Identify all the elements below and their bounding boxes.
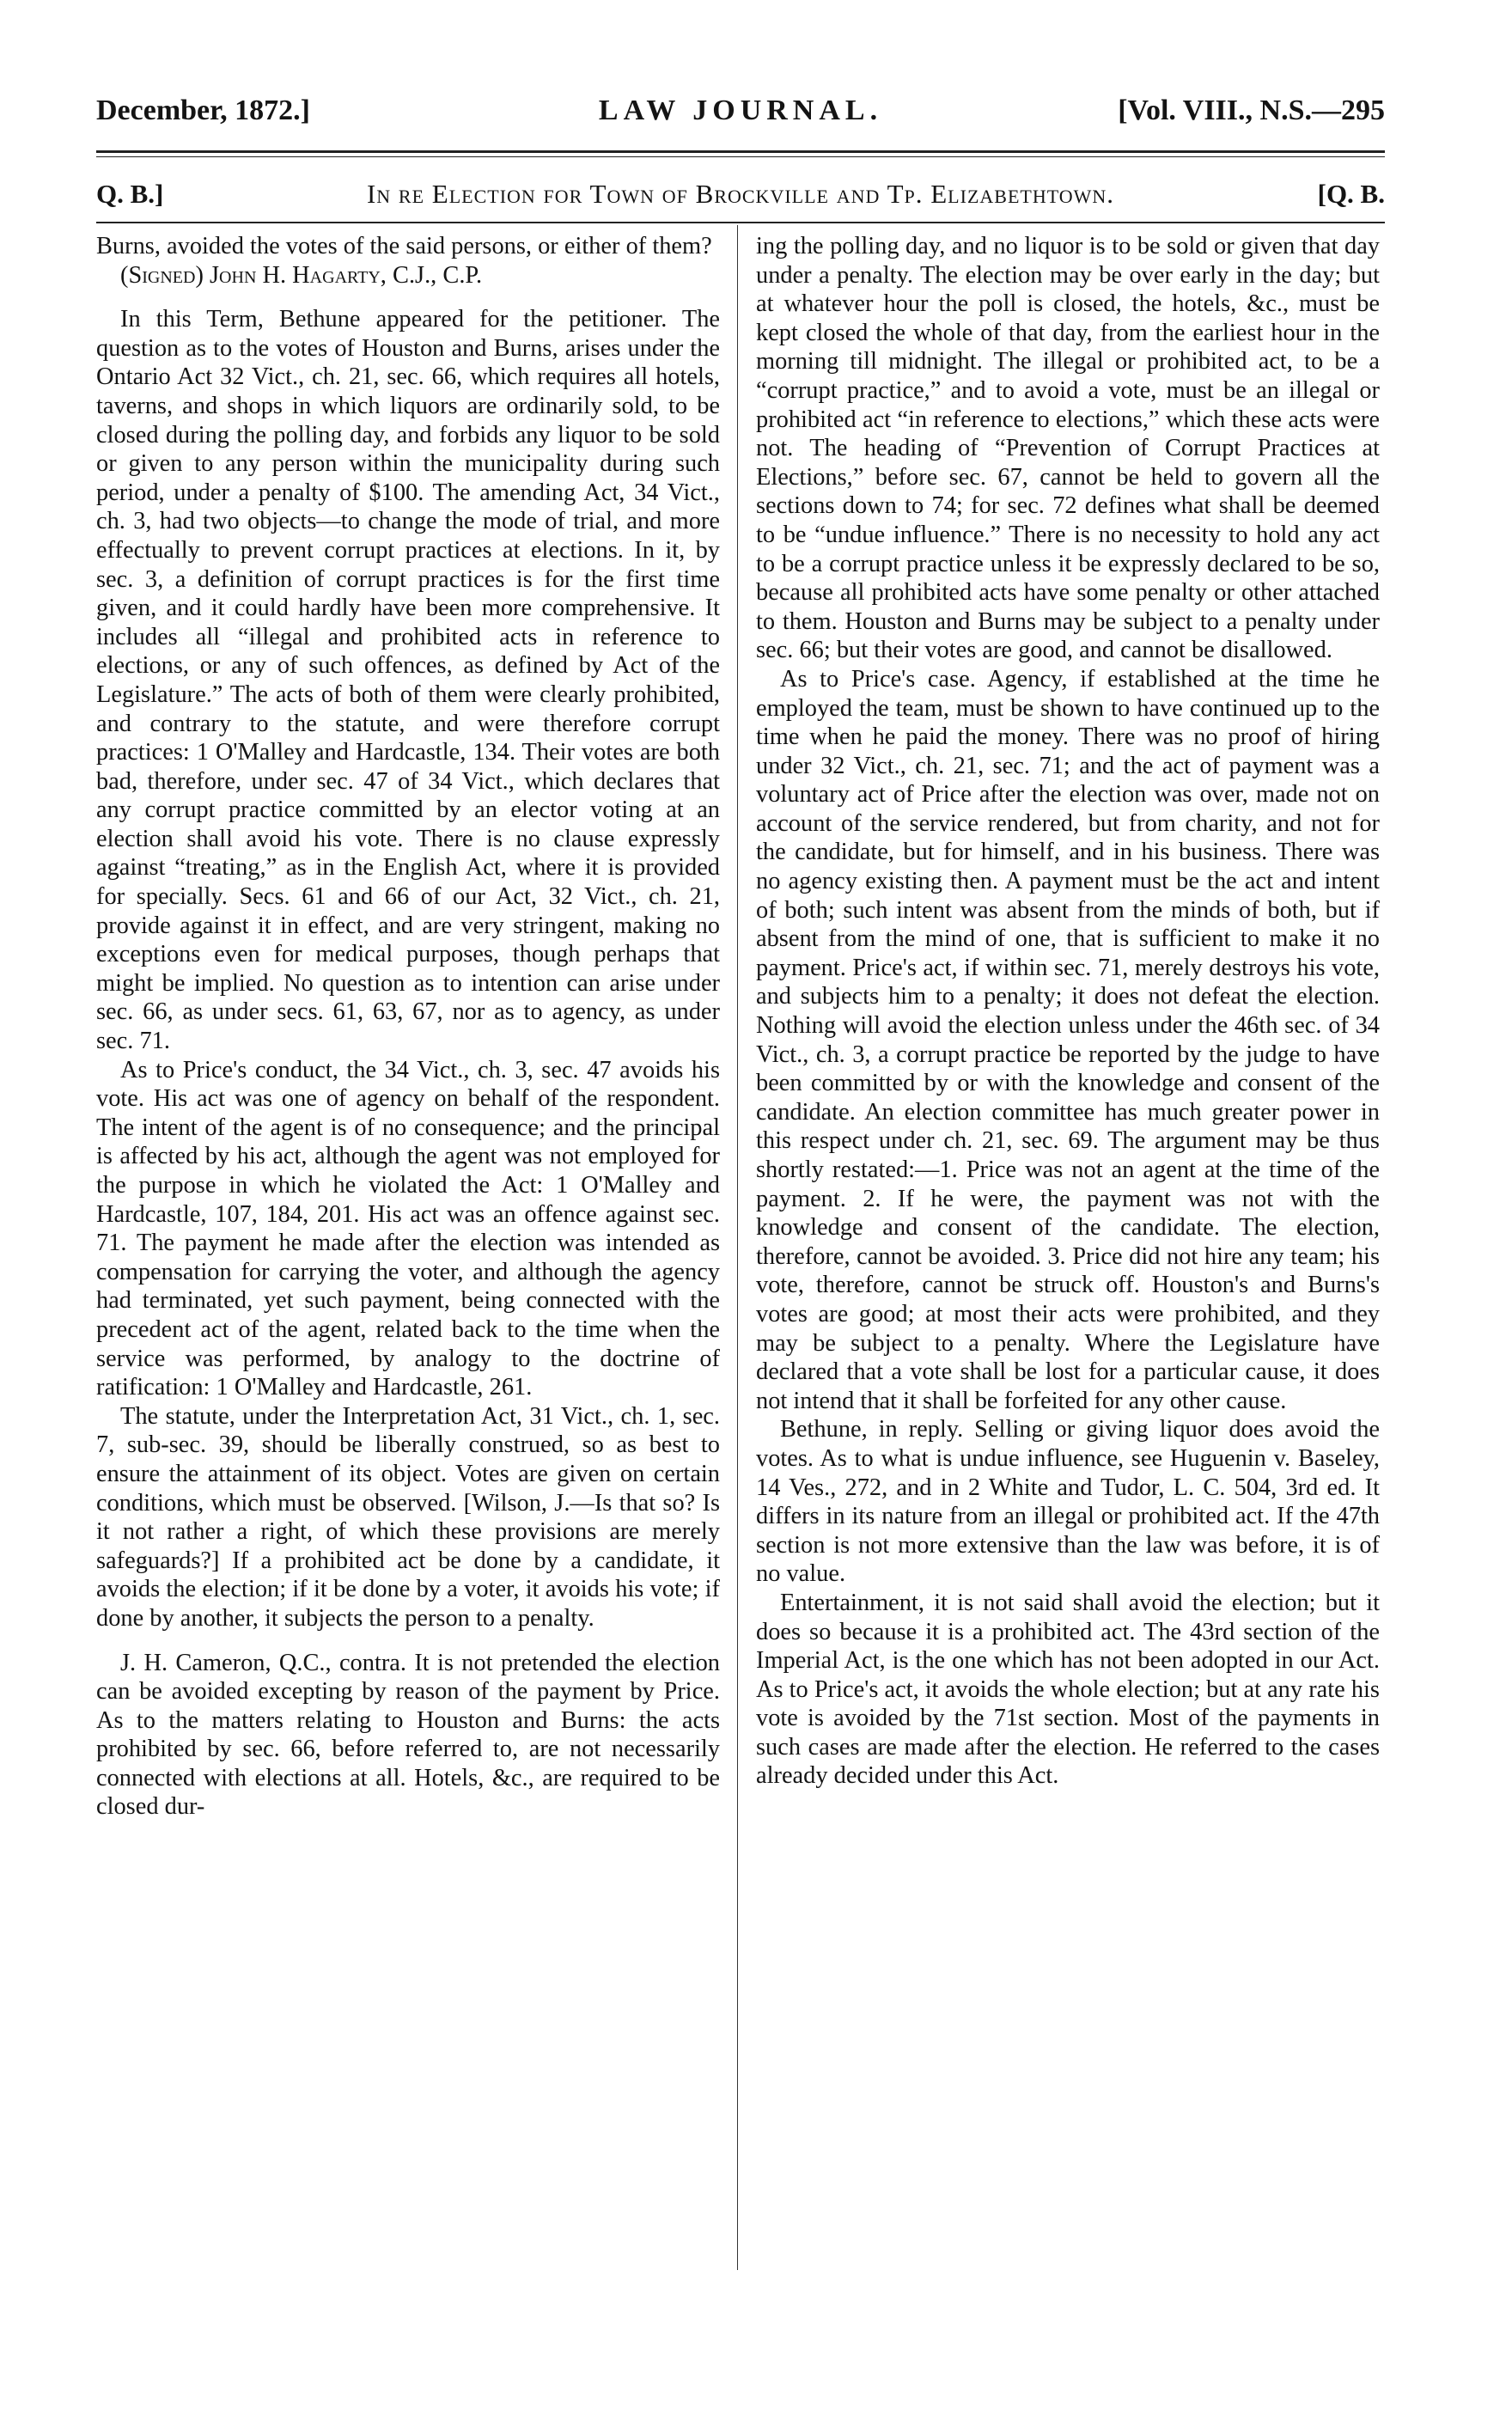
- column-divider: [737, 225, 738, 2270]
- paragraph: In this Term, Bethune appeared for the petitioner. The question as to the votes of Houston and Burns, arises under the Ontario Act 32 Vict., ch. 21, sec. 66, which requires all hotels, taverns, and shops in which liquors are ordinarily sold, to be closed during the polling day, and forbids any liquor to be sold or given to any person within the municipality during such period, under a penalty of $100. The amending Act, 34 Vict., ch. 3, had two objects—to change the mode of trial, and more effectually to prevent corrupt practices at elections. In it, by sec. 3, a definition of corrupt practices is for the first time given, and it could hardly have been more comprehensive. It includes all “illegal and prohibited acts in reference to elections, or any of such offences, as defined by Act of the Legislature.” The acts of both of them were clearly prohibited, and contrary to the statute, and were therefore corrupt practices: 1 O'Malley and Hardcastle, 134. Their votes are both bad, therefore, under sec. 47 of 34 Vict., which declares that any corrupt practice committed by an elector voting at an election shall avoid his vote. There is no clause expressly against “treating,” as in the English Act, where it is provided for specially. Secs. 61 and 66 of our Act, 32 Vict., ch. 21, provide against it in effect, and are very stringent, making no exceptions even for medical purposes, though perhaps that might be implied. No question as to intention can arise under sec. 66, as under secs. 61, 63, 67, nor as to agency, as under sec. 71.: [96, 306, 720, 1055]
- left-column: [96, 232, 720, 1822]
- header-journal-title: LAW JOURNAL.: [598, 95, 883, 126]
- case-title: In re Election for Town of Brockville and Tp. Elizabethtown.: [366, 179, 1115, 209]
- paragraph: Entertainment, it is not said shall avoid the election; but it does so because it is a prohibited act. The 43rd section of the Imperial Act, is the one which has not been adopted in our Act. As to Price's act, it avoids the whole election; but at any rate his vote is avoided by the 71st section. Most of the payments in such cases are made after the election. He referred to the cases already decided under this Act.: [756, 1589, 1380, 1790]
- running-header: [96, 95, 1385, 137]
- signature-line: (Signed) John H. Hagarty, C.J., C.P.: [120, 261, 483, 289]
- paragraph: ing the polling day, and no liquor is to be sold or given that day under a penalty. The election may be over early in the day; but at whatever hour the poll is closed, the hotels, &c., must be kept closed the whole of that day, from the earliest hour in the morning till midnight. The illegal or prohibited act, to be a “corrupt practice,” and to avoid a vote, must be an illegal or prohibited act “in reference to elections,” which these acts were not. The heading of “Prevention of Corrupt Practices at Elections,” before sec. 67, cannot be held to govern all the sections down to 74; for sec. 72 defines what shall be deemed to be “undue influence.” There is no necessity to hold any act to be a corrupt practice unless it be expressly declared to be so, because all prohibited acts have some penalty or other attached to them. Houston and Burns may be subject to a penalty under sec. 66; but their votes are good, and cannot be disallowed.: [756, 233, 1380, 664]
- paragraph: The statute, under the Interpretation Act, 31 Vict., ch. 1, sec. 7, sub-sec. 39, should be liberally construed, so as best to ensure the attainment of its object. Votes are given on certain conditions, which must be observed. [Wilson, J.—Is that so? Is it not rather a right, of which these provisions are merely safeguards?] If a prohibited act be done by a candidate, it avoids the election; if it be done by a voter, it avoids his vote; if done by another, it subjects the person to a penalty.: [96, 1402, 720, 1632]
- header-rule-thick: [96, 150, 1385, 153]
- header-rule-thin: [96, 156, 1385, 157]
- paragraph: As to Price's case. Agency, if established at the time he employed the team, must be shown to have continued up to the time when he paid the money. There was no proof of hiring under 32 Vict., ch. 21, sec. 71; and the act of payment was a voluntary act of Price after the election was over, made not on account of the service rendered, but from charity, and not for the candidate, but for himself, and in his business. There was no agency existing then. A payment must be the act and intent of both; such intent was absent from the minds of both, but if absent from the mind of one, that is sufficient to make it no payment. Price's act, if within sec. 71, merely destroys his vote, and subjects him to a penalty; it does not defeat the election. Nothing will avoid the election unless under the 46th sec. of 34 Vict., ch. 3, a corrupt practice be reported by the judge to have been committed by or with the knowledge and consent of the candidate. An election committee has much greater power in this respect under ch. 21, sec. 69. The argument may be thus shortly restated:—1. Price was not an agent at the time of the payment. 2. If he were, the payment was not with the knowledge and consent of the candidate. The election, therefore, cannot be avoided. 3. Price did not hire any team; his vote, therefore, cannot be struck off. Houston's and Burns's votes are good; at most their acts were prohibited, and they may be subject to a penalty. Where the Legislature have declared that a vote shall be lost for a particular cause, it does not intend that it shall be forfeited for any other cause.: [756, 665, 1380, 1414]
- subheader-rule: [96, 222, 1385, 223]
- right-column: [756, 232, 1380, 1791]
- header-date: December, 1872.]: [96, 95, 310, 126]
- paragraph: As to Price's conduct, the 34 Vict., ch. 3, sec. 47 avoids his vote. His act was one of agency on behalf of the respondent. The intent of the agent is of no consequence; and the principal is affected by his act, although the agent was not employed for the purpose in which he violated the Act: 1 O'Malley and Hardcastle, 107, 184, 201. His act was an offence against sec. 71. The payment he made after the election was intended as compensation for carrying the voter, and although the agency had terminated, yet such payment, being connected with the precedent act of the agent, related back to the time when the service was performed, by analogy to the doctrine of ratification: 1 O'Malley and Hardcastle, 261.: [96, 1056, 720, 1401]
- court-label-right: [Q. B.: [1317, 179, 1385, 209]
- court-label-left: Q. B.]: [96, 179, 164, 209]
- case-subheader: [96, 179, 1385, 217]
- paragraph: Burns, avoided the votes of the said persons, or either of them?: [96, 233, 712, 259]
- paragraph: Bethune, in reply. Selling or giving liquor does avoid the votes. As to what is undue influence, see Huguenin v. Baseley, 14 Ves., 272, and in 2 White and Tudor, L. C. 504, 3rd ed. It differs in its nature from an illegal or prohibited act. If the 47th section is not more extensive than the law was before, it is of no value.: [756, 1416, 1380, 1588]
- paragraph: J. H. Cameron, Q.C., contra. It is not pretended the election can be avoided excepting by reason of the payment by Price. As to the matters relating to Houston and Burns: the acts prohibited by sec. 66, before referred to, are not necessarily connected with elections at all. Hotels, &c., are required to be closed dur-: [96, 1649, 720, 1821]
- header-volume-page: [Vol. VIII., N.S.—295: [1118, 95, 1385, 126]
